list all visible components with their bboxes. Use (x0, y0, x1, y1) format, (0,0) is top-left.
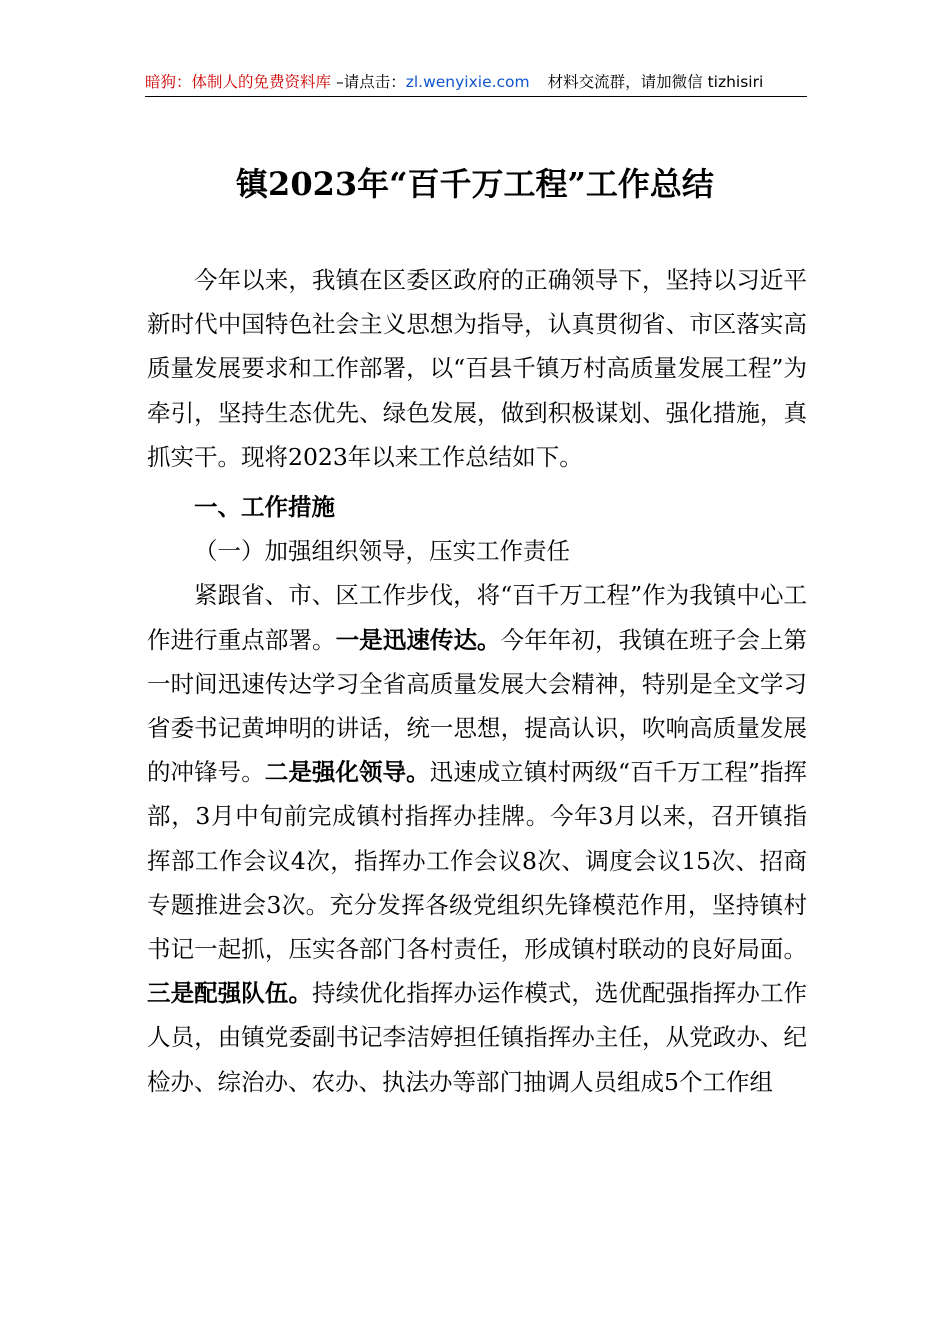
subsection-heading: （一）加强组织领导，压实工作责任 (194, 537, 570, 566)
section-heading: 一、工作措施 (194, 493, 335, 522)
header-contact: 材料交流群，请加微信 tizhisiri (547, 73, 764, 91)
page-header (145, 70, 807, 97)
document-title: 镇2023年“百千万工程”工作总结 (236, 165, 714, 203)
intro-paragraph: 今年以来，我镇在区委区政府的正确领导下，坚持以习近平新时代中国特色社会主义思想为指导，认真贯彻省、市区落实高质量发展要求和工作部署，以“百县千镇万村高质量发展工程”为牵引，坚持生态优先、绿色发展，做到积极谋划、强化措施，真抓实干。现将2023年以来工作总结如下。 (147, 266, 807, 471)
document-body (147, 258, 807, 1104)
paragraph-text: 紧跟省、市、区工作步伐，将“百千万工程”作为我镇中心工作进行重点部署。 (147, 581, 807, 654)
bold-point-1: 一是迅速传达。 (335, 625, 501, 654)
paragraph-text: 今年年初，我镇在班子会上第一时间迅速传达学习全省高质量发展大会精神，特别是全文学习省委书记黄坤明的讲话，统一思想，提高认识，吹响高质量发展的冲锋号。 (147, 625, 808, 787)
paragraph-text: 持续优化指挥办运作模式，选优配强指挥办工作人员，由镇党委副书记李洁婷担任镇指挥办主任，从党政办、纪检办、综治办、农办、执法办等部门抽调人员组成5个工作组 (147, 979, 808, 1096)
bold-point-3: 三是配强队伍。 (147, 979, 313, 1008)
header-prompt: –请点击： (331, 73, 406, 91)
bold-point-2: 二是强化领导。 (264, 758, 430, 787)
paragraph-text: 迅速成立镇村两级“百千万工程”指挥部，3月中旬前完成镇村指挥办挂牌。今年3月以来，召开镇指挥部工作会议4次，指挥办工作会议8次、调度会议15次、招商专题推进会3次。充分发挥各级党组织先锋模范作用，坚持镇村书记一起抓，压实各部门各村责任，形成镇村联动的良好局面。 (147, 758, 808, 964)
body-paragraph (147, 573, 807, 1103)
header-brand: 暗狗：体制人的免费资料库 (145, 73, 332, 91)
header-link[interactable]: zl.wenyixie.com (405, 73, 530, 91)
